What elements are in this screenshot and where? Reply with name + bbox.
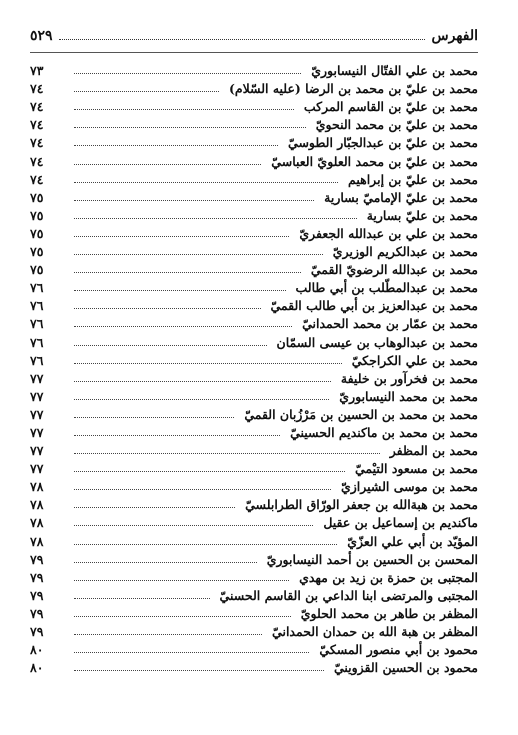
dot-leader bbox=[74, 453, 380, 454]
index-entry bbox=[30, 188, 478, 206]
entry-page-number: ٧٩ bbox=[30, 587, 44, 603]
dot-leader bbox=[74, 562, 257, 563]
entry-name: محمد بن عبدالمطّلب بن أبي طالب bbox=[295, 280, 478, 296]
index-entry bbox=[30, 115, 478, 133]
index-entry bbox=[30, 351, 478, 369]
entry-page-number: ٧٥ bbox=[30, 262, 44, 278]
entry-page-number: ٧٦ bbox=[30, 316, 44, 332]
entry-page-number: ٧٤ bbox=[30, 81, 44, 97]
entry-name: المظفر بن طاهر بن محمد الحلويّ bbox=[300, 605, 478, 621]
entry-page-number: ٧٧ bbox=[30, 424, 44, 440]
entry-name: محمد بن محمد بن ماكنديم الحسينيّ bbox=[290, 424, 478, 440]
dot-leader bbox=[74, 236, 289, 237]
index-entry bbox=[30, 387, 478, 405]
entry-name: محمد بن عمّار بن محمد الحمدانيّ bbox=[302, 316, 478, 332]
entry-page-number: ٧٤ bbox=[30, 135, 44, 151]
entry-name: محمد بن عبدالوهاب بن عيسى السمّان bbox=[276, 334, 478, 350]
entry-name: محمد بن عليّ بن محمد العلويّ العباسيّ bbox=[271, 153, 478, 169]
dot-leader bbox=[74, 145, 278, 146]
index-entry bbox=[30, 513, 478, 531]
dot-leader bbox=[74, 544, 337, 545]
entry-page-number: ٧٦ bbox=[30, 334, 44, 350]
index-entry bbox=[30, 459, 478, 477]
index-entry bbox=[30, 97, 478, 115]
dot-leader bbox=[74, 290, 286, 291]
entry-name: محمد بن عبدالله الرضويّ القميّ bbox=[310, 262, 478, 278]
dot-leader bbox=[74, 308, 261, 309]
entry-name: محمد بن فخرآور بن خليفة bbox=[340, 370, 478, 386]
entry-page-number: ٧٤ bbox=[30, 171, 44, 187]
dot-leader bbox=[74, 363, 342, 364]
entry-name: محمود بن الحسين القزوينيّ bbox=[333, 660, 478, 676]
dot-leader bbox=[74, 254, 323, 255]
dot-leader bbox=[74, 127, 306, 128]
dot-leader bbox=[74, 326, 292, 327]
entry-page-number: ٧٤ bbox=[30, 153, 44, 169]
index-entry bbox=[30, 224, 478, 242]
entry-page-number: ٧٦ bbox=[30, 280, 44, 296]
index-entry bbox=[30, 658, 478, 676]
dot-leader bbox=[74, 345, 267, 346]
entry-page-number: ٧٣ bbox=[30, 63, 44, 79]
index-entry bbox=[30, 206, 478, 224]
entry-name: محمد بن عبدالكريم الوزيريّ bbox=[332, 244, 478, 260]
dot-leader bbox=[74, 164, 261, 165]
entry-page-number: ٧٨ bbox=[30, 533, 44, 549]
entry-name: محمد بن عليّ الإماميّ بسارية bbox=[324, 189, 478, 205]
entry-name: المجتبى والمرتضى ابنا الداعي بن القاسم الحسنيّ bbox=[219, 587, 478, 603]
dot-leader bbox=[74, 670, 324, 671]
dot-leader bbox=[74, 417, 234, 418]
entry-name: محمد بن عليّ بن محمد النحويّ bbox=[315, 117, 478, 133]
entry-name: المؤيّد بن أبي علي العزّيّ bbox=[347, 533, 478, 549]
entry-name: محمد بن محمد النيسابوريّ bbox=[339, 388, 478, 404]
index-entry bbox=[30, 151, 478, 169]
dot-leader bbox=[74, 435, 280, 436]
index-entry bbox=[30, 296, 478, 314]
entry-name: محمود بن أبي منصور المسكيّ bbox=[319, 642, 478, 658]
entry-name: محمد بن علي الفتّال النيسابوريّ bbox=[311, 63, 478, 79]
entry-page-number: ٧٧ bbox=[30, 443, 44, 459]
entry-page-number: ٧٥ bbox=[30, 189, 44, 205]
entry-name: محمد بن هبةالله بن جعفر الورّاق الطرابلسيّ bbox=[245, 497, 478, 513]
index-entry bbox=[30, 531, 478, 549]
dot-leader bbox=[74, 489, 331, 490]
page-number: ٥٢٩ bbox=[30, 28, 53, 44]
entry-name: محمد بن عبدالعزيز بن أبي طالب القميّ bbox=[270, 298, 478, 314]
dot-leader bbox=[74, 507, 235, 508]
entry-name: محمد بن عليّ بن محمد بن الرضا (عليه السّلام) bbox=[228, 81, 478, 97]
dot-leader bbox=[74, 218, 357, 219]
entry-name: محمد بن موسى الشيرازيّ bbox=[340, 479, 478, 495]
index-entry bbox=[30, 586, 478, 604]
entry-page-number: ٧٦ bbox=[30, 352, 44, 368]
index-entry bbox=[30, 369, 478, 387]
entry-page-number: ٧٩ bbox=[30, 569, 44, 585]
entry-page-number: ٧٥ bbox=[30, 244, 44, 260]
entry-page-number: ٧٤ bbox=[30, 99, 44, 115]
dot-leader bbox=[74, 73, 301, 74]
header-dot-leader bbox=[59, 39, 426, 40]
entry-name: المجتبى بن حمزة بن زيد بن مهدي bbox=[299, 569, 478, 585]
index-entry bbox=[30, 622, 478, 640]
entry-page-number: ٧٦ bbox=[30, 298, 44, 314]
entry-page-number: ٧٩ bbox=[30, 624, 44, 639]
index-entry bbox=[30, 61, 478, 79]
entry-page-number: ٧٩ bbox=[30, 605, 44, 621]
entry-name: محمد بن عليّ بن عبدالجبّار الطوسيّ bbox=[288, 135, 478, 151]
entry-name: محمد بن عليّ بسارية bbox=[366, 207, 478, 223]
entry-name: محمد بن عليّ بن إبراهيم bbox=[348, 171, 478, 187]
entry-page-number: ٧٨ bbox=[30, 515, 44, 531]
entry-page-number: ٧٧ bbox=[30, 406, 44, 422]
dot-leader bbox=[74, 91, 219, 92]
entry-name: ماكنديم بن إسماعيل بن عقيل bbox=[323, 515, 478, 531]
index-entry bbox=[30, 550, 478, 568]
index-entry bbox=[30, 260, 478, 278]
dot-leader bbox=[74, 182, 338, 183]
index-entry bbox=[30, 133, 478, 151]
dot-leader bbox=[74, 616, 291, 617]
index-entry bbox=[30, 568, 478, 586]
entry-page-number: ٧٧ bbox=[30, 388, 44, 404]
entry-page-number: ٨٠ bbox=[30, 660, 44, 676]
dot-leader bbox=[74, 652, 309, 653]
entry-name: محمد بن محمد بن الحسين بن مَرْزُبان القميّ bbox=[244, 406, 478, 422]
dot-leader bbox=[74, 525, 313, 526]
entry-page-number: ٧٥ bbox=[30, 225, 44, 241]
index-entry bbox=[30, 332, 478, 350]
index-entry bbox=[30, 242, 478, 260]
index-entry bbox=[30, 477, 478, 495]
index-entry bbox=[30, 604, 478, 622]
entry-page-number: ٧٨ bbox=[30, 497, 44, 513]
entry-name: محمد بن عليّ بن القاسم المركب bbox=[303, 99, 478, 115]
index-entry bbox=[30, 170, 478, 188]
index-entry bbox=[30, 423, 478, 441]
header-rule bbox=[30, 52, 478, 53]
entry-name: محمد بن علي الكراجكيّ bbox=[351, 352, 478, 368]
page-header bbox=[30, 24, 478, 48]
entry-page-number: ٨٠ bbox=[30, 642, 44, 658]
index-entry bbox=[30, 79, 478, 97]
index-entry bbox=[30, 314, 478, 332]
entry-page-number: ٧٨ bbox=[30, 479, 44, 495]
dot-leader bbox=[74, 598, 210, 599]
entry-page-number: ٧٩ bbox=[30, 551, 44, 567]
dot-leader bbox=[74, 634, 262, 635]
dot-leader bbox=[74, 109, 294, 110]
index-entry bbox=[30, 495, 478, 513]
dot-leader bbox=[74, 471, 345, 472]
entry-page-number: ٧٧ bbox=[30, 461, 44, 477]
dot-leader bbox=[74, 272, 301, 273]
index-entry bbox=[30, 278, 478, 296]
entry-name: محمد بن المظفر bbox=[389, 443, 478, 459]
entry-page-number: ٧٤ bbox=[30, 117, 44, 133]
entry-name: محمد بن علي بن عبدالله الجعفريّ bbox=[299, 225, 478, 241]
index-entry bbox=[30, 441, 478, 459]
entry-page-number: ٧٥ bbox=[30, 207, 44, 223]
entry-name: المحسن بن الحسين بن أحمد النيسابوريّ bbox=[266, 551, 478, 567]
entry-page-number: ٧٧ bbox=[30, 370, 44, 386]
index-entries bbox=[30, 61, 478, 676]
dot-leader bbox=[74, 399, 329, 400]
dot-leader bbox=[74, 200, 314, 201]
index-entry bbox=[30, 405, 478, 423]
entry-name: المظفر بن هبة الله بن حمدان الحمدانيّ bbox=[272, 624, 478, 639]
dot-leader bbox=[74, 580, 289, 581]
index-entry bbox=[30, 640, 478, 658]
page-title: الفهرس bbox=[431, 28, 478, 44]
entry-name: محمد بن مسعود التيْميّ bbox=[355, 461, 478, 477]
dot-leader bbox=[74, 381, 331, 382]
